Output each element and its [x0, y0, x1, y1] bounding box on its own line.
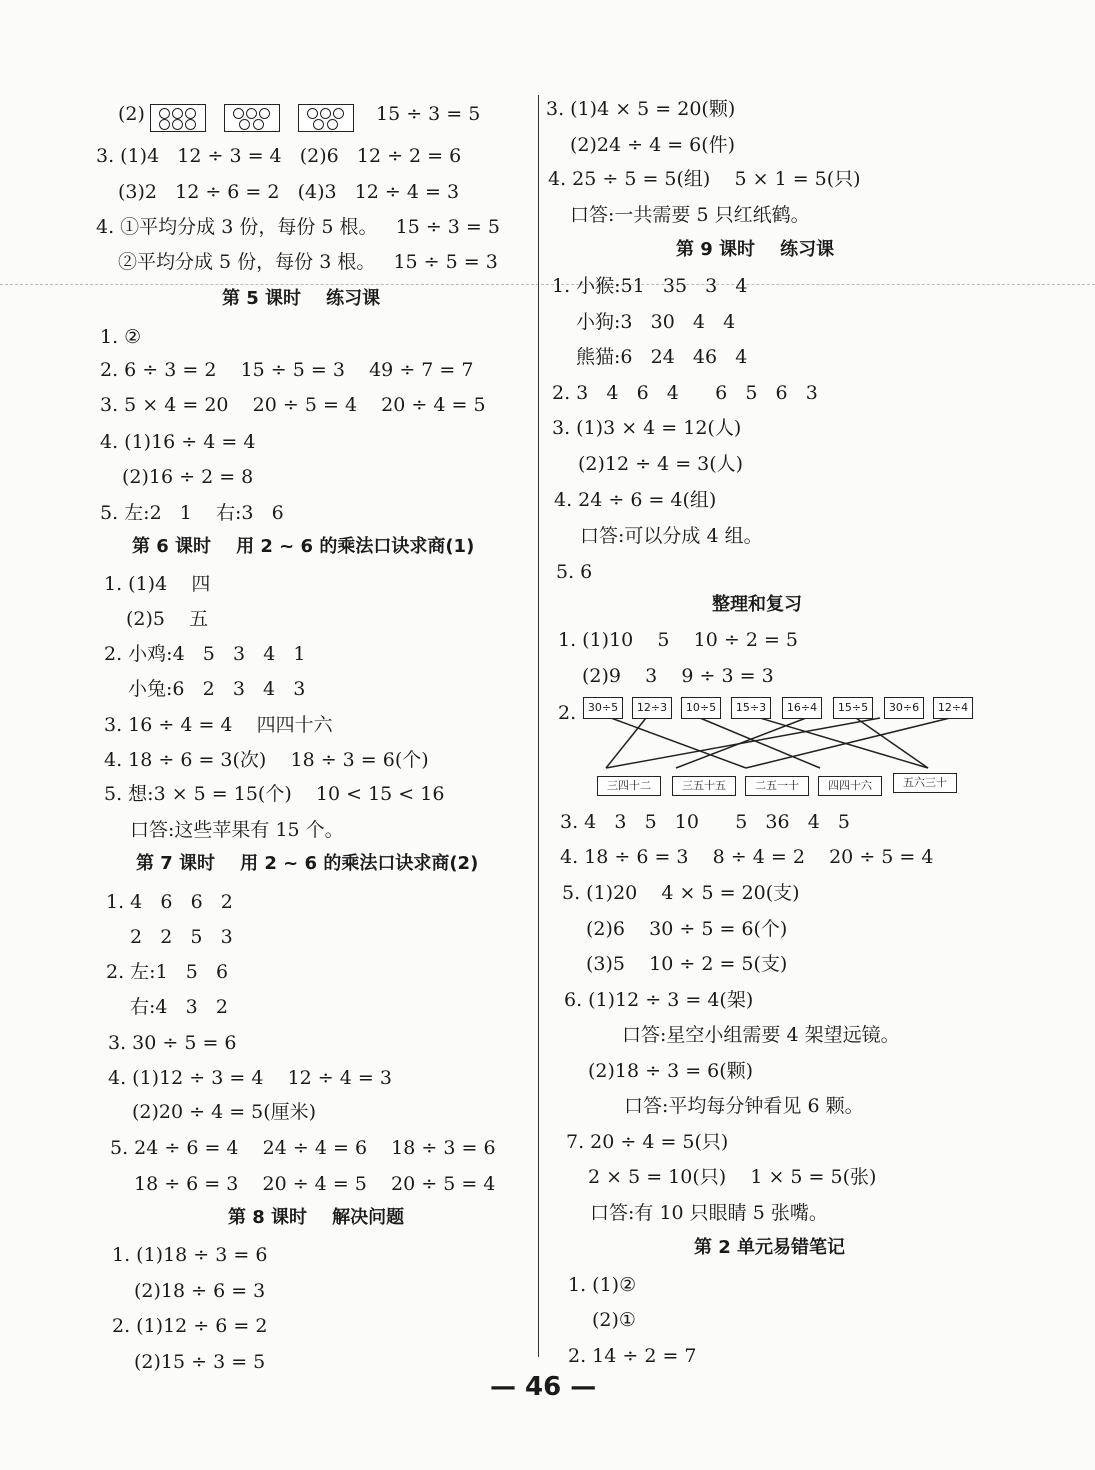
text-line: 5. (1)20 4 × 5 = 20(支) [562, 882, 800, 904]
text-line: (2)5 五 [126, 608, 209, 630]
text-line: 3. (1)3 × 4 = 12(人) [552, 417, 742, 439]
text-line: 小兔:6 2 3 4 3 [128, 678, 306, 700]
text-line: 口答:这些苹果有 15 个。 [130, 819, 344, 841]
text-line: 2. [558, 702, 577, 724]
text-line: (2)6 30 ÷ 5 = 6(个) [586, 918, 788, 940]
envelope-card: 15÷5 [833, 697, 873, 719]
dot-box [298, 104, 354, 132]
text-line: 18 ÷ 6 = 3 20 ÷ 4 = 5 20 ÷ 5 = 4 [134, 1173, 496, 1195]
text-line: (2)15 ÷ 3 = 5 [134, 1351, 266, 1373]
mailbox-brick: 五六三十 [893, 773, 957, 793]
text-line: 熊猫:6 24 46 4 [576, 346, 748, 368]
text-line: 4. (1)16 ÷ 4 = 4 [100, 431, 256, 453]
text-line: 口答:有 10 只眼睛 5 张嘴。 [590, 1202, 828, 1224]
section-heading: 第 6 课时 用 2 ~ 6 的乘法口诀求商(1) [132, 536, 475, 557]
envelope-card: 16÷4 [782, 697, 822, 719]
text-line: 口答:星空小组需要 4 架望远镜。 [622, 1024, 900, 1046]
text-line: 4. 18 ÷ 6 = 3(次) 18 ÷ 3 = 6(个) [104, 749, 429, 771]
text-line: (3)5 10 ÷ 2 = 5(支) [586, 953, 788, 975]
text-line: 1. (1)18 ÷ 3 = 6 [112, 1244, 268, 1266]
text-line: 2. 14 ÷ 2 = 7 [568, 1345, 697, 1367]
text-line: 2. 小鸡:4 5 3 4 1 [104, 643, 306, 665]
text-line: 4. 24 ÷ 6 = 4(组) [554, 489, 717, 511]
column-divider [538, 95, 539, 1357]
text-line: (2) [118, 103, 145, 125]
mailbox-brick: 四四十六 [818, 776, 882, 796]
text-line: 1. 4 6 6 2 [106, 891, 233, 913]
text-line: (2)16 ÷ 2 = 8 [122, 466, 254, 488]
section-heading: 第 2 单元易错笔记 [694, 1237, 846, 1258]
mailbox-brick: 二五一十 [745, 776, 809, 796]
envelope-card: 10÷5 [681, 697, 721, 719]
text-line: 2 2 5 3 [130, 926, 233, 948]
text-line: (2)12 ÷ 4 = 3(人) [578, 453, 744, 475]
text-line: 3. 5 × 4 = 20 20 ÷ 5 = 4 20 ÷ 4 = 5 [100, 394, 486, 416]
text-line: (2)18 ÷ 6 = 3 [134, 1280, 266, 1302]
text-line: (3)2 12 ÷ 6 = 2 (4)3 12 ÷ 4 = 3 [118, 181, 460, 203]
text-line: 5. 想:3 × 5 = 15(个) 10 < 15 < 16 [104, 783, 445, 805]
envelope-card: 12÷4 [933, 697, 973, 719]
text-line: 7. 20 ÷ 4 = 5(只) [566, 1131, 729, 1153]
text-line: 口答:平均每分钟看见 6 颗。 [624, 1095, 864, 1117]
text-line: 右:4 3 2 [130, 996, 228, 1018]
section-heading: 第 7 课时 用 2 ~ 6 的乘法口诀求商(2) [136, 853, 479, 874]
text-line: (2)9 3 9 ÷ 3 = 3 [582, 665, 774, 687]
text-line: 1. (1)10 5 10 ÷ 2 = 5 [558, 629, 799, 651]
text-line: 2. (1)12 ÷ 6 = 2 [112, 1315, 268, 1337]
text-line: 2 × 5 = 10(只) 1 × 5 = 5(张) [588, 1166, 877, 1188]
section-heading: 整理和复习 [712, 594, 802, 615]
text-line: 4. 18 ÷ 6 = 3 8 ÷ 4 = 2 20 ÷ 5 = 4 [560, 846, 934, 868]
text-line: 1. 小猴:51 35 3 4 [552, 275, 748, 297]
envelope-card: 30÷5 [583, 697, 623, 719]
text-line: ②平均分成 5 份，每份 3 根。 15 ÷ 5 = 3 [118, 251, 498, 273]
text-line: 15 ÷ 3 = 5 [376, 103, 481, 125]
text-line: (2)① [592, 1309, 636, 1331]
text-line: 2. 6 ÷ 3 = 2 15 ÷ 5 = 3 49 ÷ 7 = 7 [100, 359, 474, 381]
envelope-card: 30÷6 [884, 697, 924, 719]
text-line: 3. (1)4 × 5 = 20(颗) [546, 98, 736, 120]
text-line: 5. 24 ÷ 6 = 4 24 ÷ 4 = 6 18 ÷ 3 = 6 [110, 1137, 496, 1159]
fold-line [0, 284, 1095, 285]
text-line: 1. (1)4 四 [104, 573, 211, 595]
text-line: 5. 左:2 1 右:3 6 [100, 502, 284, 524]
text-line: 4. 25 ÷ 5 = 5(组) 5 × 1 = 5(只) [548, 168, 861, 190]
text-line: (2)18 ÷ 3 = 6(颗) [588, 1060, 754, 1082]
page-number: — 46 — [490, 1372, 597, 1402]
section-heading: 第 5 课时 练习课 [222, 288, 381, 309]
text-line: 2. 3 4 6 4 6 5 6 3 [552, 382, 818, 404]
text-line: 4. (1)12 ÷ 3 = 4 12 ÷ 4 = 3 [108, 1067, 392, 1089]
section-heading: 第 9 课时 练习课 [676, 239, 835, 260]
text-line: 口答:可以分成 4 组。 [580, 525, 763, 547]
text-line: 6. (1)12 ÷ 3 = 4(架) [564, 989, 754, 1011]
text-line: 4. ①平均分成 3 份，每份 5 根。 15 ÷ 3 = 5 [96, 216, 500, 238]
envelope-card: 15÷3 [731, 697, 771, 719]
text-line: 1. ② [100, 326, 142, 348]
text-line: 1. (1)② [568, 1274, 637, 1296]
text-line: 3. (1)4 12 ÷ 3 = 4 (2)6 12 ÷ 2 = 6 [96, 145, 462, 167]
dot-box [150, 104, 206, 132]
text-line: 口答:一共需要 5 只红纸鹤。 [570, 204, 810, 226]
text-line: 3. 16 ÷ 4 = 4 四四十六 [104, 714, 333, 736]
dot-box [224, 104, 280, 132]
text-line: 小狗:3 30 4 4 [576, 311, 736, 333]
mailbox-brick: 三四十二 [597, 776, 661, 796]
mailbox-brick: 三五十五 [672, 776, 736, 796]
text-line: 5. 6 [556, 561, 593, 583]
text-line: (2)24 ÷ 4 = 6(件) [570, 134, 736, 156]
envelope-card: 12÷3 [632, 697, 672, 719]
text-line: (2)20 ÷ 4 = 5(厘米) [132, 1101, 317, 1123]
text-line: 3. 30 ÷ 5 = 6 [108, 1032, 237, 1054]
text-line: 2. 左:1 5 6 [106, 961, 229, 983]
section-heading: 第 8 课时 解决问题 [228, 1207, 405, 1228]
text-line: 3. 4 3 5 10 5 36 4 5 [560, 811, 851, 833]
